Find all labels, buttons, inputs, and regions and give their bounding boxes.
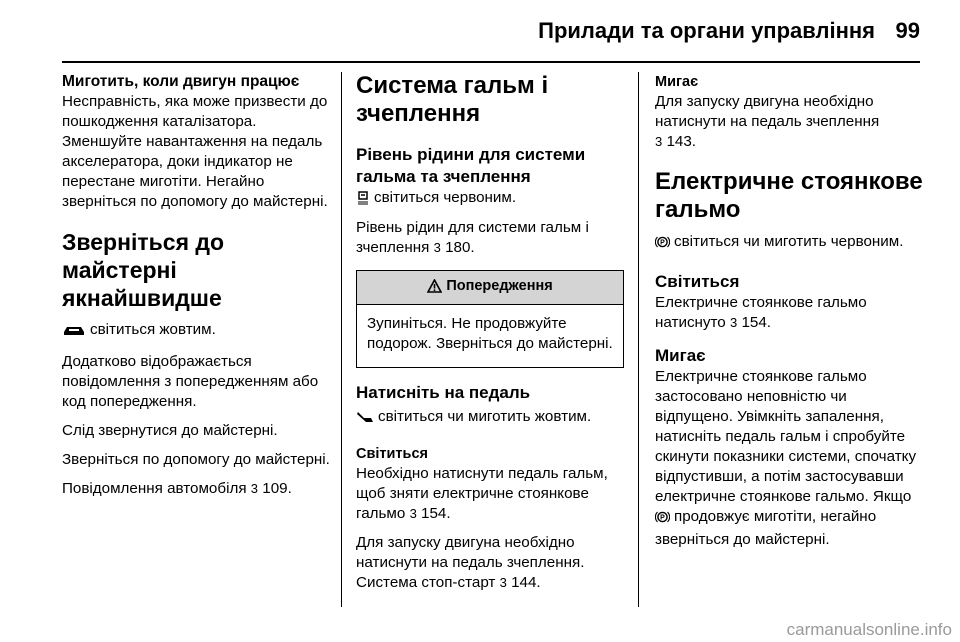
page-ref[interactable]: 154.	[421, 505, 451, 522]
blink-heading: Мигає	[655, 74, 699, 90]
column-middle	[356, 72, 624, 602]
press-pedal-icon	[356, 410, 374, 430]
warning-header	[357, 271, 623, 305]
fluid-heading: Рівень рідини для системи гальма та зчеплення	[356, 145, 586, 186]
pedal-icon-text: світиться чи миготить жовтим.	[378, 408, 592, 425]
epb-blink-body-b: продовжує миготіти, негайно зверніться до майстерні.	[655, 508, 877, 548]
service-p3: Зверніться по допомогу до майстерні.	[62, 451, 330, 468]
service-p2: Слід звернутися до майстерні.	[62, 422, 278, 439]
start-text	[356, 533, 624, 593]
epb-blink-text	[655, 367, 923, 550]
page-ref[interactable]: 109.	[262, 480, 292, 497]
epb-icon-text: світиться чи миготить червоним.	[674, 233, 904, 250]
svg-text:P: P	[660, 239, 665, 247]
warning-triangle-icon	[427, 279, 442, 297]
parking-brake-icon	[655, 510, 670, 530]
column-divider	[638, 72, 639, 607]
service-heading: Зверніться до майстерні якнайшвидше	[62, 229, 225, 311]
page-ref-arrow-icon: 3	[409, 506, 417, 521]
heading-blink-engine: Миготить, коли двигун працює	[62, 73, 300, 90]
page-ref[interactable]: 144.	[511, 574, 541, 591]
service-p4	[62, 479, 330, 499]
page-ref[interactable]: 154.	[741, 314, 772, 331]
lit-text-body: Необхідно натиснути педаль гальм, щоб зняти електричне стоянкове гальмо	[356, 465, 608, 522]
brake-system-heading: Система гальм і зчеплення	[356, 72, 549, 127]
epb-lit-heading: Світиться	[655, 272, 740, 291]
blink-text-body: Для запуску двигуна необхідно натиснути на педаль зчеплення	[655, 93, 880, 130]
warning-body	[357, 305, 623, 367]
pedal-heading: Натисніть на педаль	[356, 383, 531, 402]
lit-heading: Світиться	[356, 446, 428, 462]
page-ref-arrow-icon: 3	[729, 315, 738, 330]
parking-brake-icon	[655, 235, 670, 255]
page-header	[0, 0, 960, 62]
watermark: carmanualsonline.info	[786, 620, 952, 639]
brake-fluid-icon	[356, 190, 370, 211]
page-ref[interactable]: 180.	[445, 239, 475, 256]
epb-lit-body: Електричне стоянкове гальмо натиснуто	[655, 294, 867, 331]
header-title: Прилади та органи управління	[538, 18, 875, 43]
wrench-car-icon	[62, 323, 86, 343]
column-right	[655, 72, 923, 559]
epb-blink-heading: Мигає	[655, 346, 706, 365]
warning-text: Зупиніться. Не продовжуйте подорож. Зверніться до майстерні.	[367, 315, 613, 352]
warning-title: Попередження	[446, 278, 553, 294]
fluid-text-body: Рівень рідин для системи гальм і зчеплення	[356, 219, 589, 256]
page-ref-arrow-icon: 3	[499, 575, 507, 590]
start-text-body: Для запуску двигуна необхідно натиснути на педаль зчеплення. Система стоп-старт	[356, 534, 585, 591]
svg-text:P: P	[660, 514, 665, 522]
page-ref[interactable]: 143.	[666, 133, 697, 150]
epb-heading: Електричне стоянкове гальмо	[655, 168, 923, 223]
fluid-icon-line	[356, 188, 624, 211]
epb-lit-text	[655, 293, 923, 333]
page-ref-arrow-icon: 3	[433, 240, 441, 255]
page-number: 99	[895, 18, 920, 43]
pedal-icon-line	[356, 407, 624, 430]
blink-engine-text: Несправність, яка може призвести до пошкодження каталізатора. Зменшуйте навантаження на педаль акселератора, доки індикатор не перестане миготіти. Негайно зверніться по допомогу до майстерні.	[62, 93, 328, 210]
epb-blink-body-a: Електричне стоянкове гальмо застосовано неповністю чи відпущено. Увімкніть запалення, натисніть педаль гальм і спробуйте скинути показники системи, спочатку відпустивши, а потім застосувавши електричне стоянкове гальмо. Якщо	[655, 368, 917, 505]
fluid-text	[356, 218, 624, 258]
column-divider	[341, 72, 342, 607]
service-p1: Додатково відображається повідомлення з попередженням або код попередження.	[62, 353, 319, 410]
lit-text	[356, 464, 624, 524]
column-left	[62, 72, 330, 508]
service-icon-text: світиться жовтим.	[90, 321, 216, 338]
page-ref-arrow-icon: 3	[250, 481, 259, 496]
service-icon-line	[62, 320, 330, 343]
warning-box	[356, 270, 624, 368]
epb-icon-line	[655, 232, 923, 255]
page-ref-arrow-icon: 3	[655, 134, 663, 149]
header-rule	[62, 61, 920, 63]
service-p4-text: Повідомлення автомобіля	[62, 480, 247, 497]
fluid-icon-text: світиться червоним.	[374, 189, 517, 206]
blink-text	[655, 92, 923, 152]
